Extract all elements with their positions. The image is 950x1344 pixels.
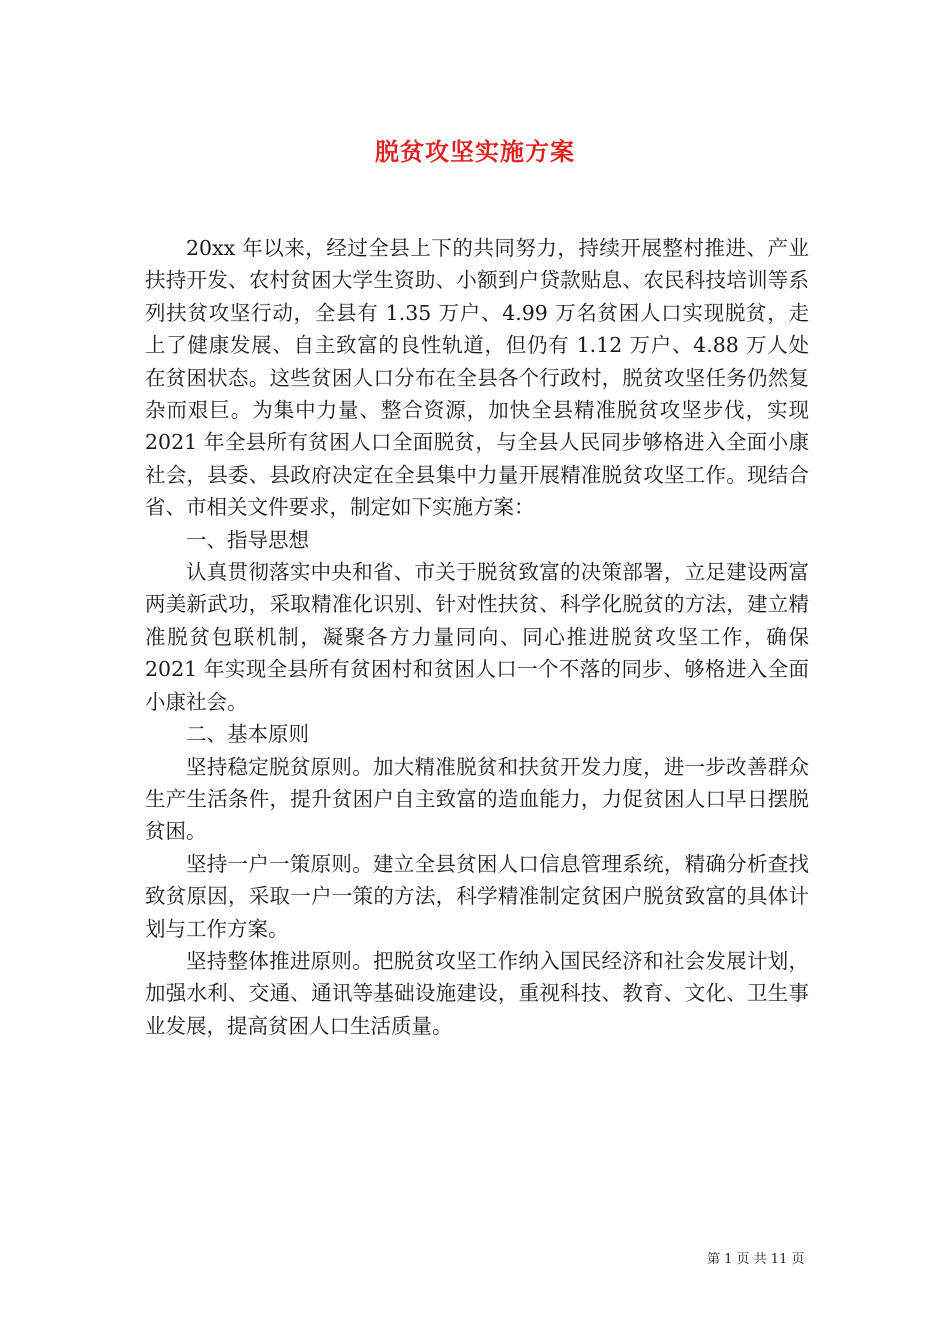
paragraph-principle-stable: 坚持稳定脱贫原则。加大精准脱贫和扶贫开发力度，进一步改善群众生产生活条件，提升贫困户自主致富的造血能力，力促贫困人口早日摆脱贫困。 xyxy=(145,754,809,844)
document-title: 脱贫攻坚实施方案 xyxy=(375,137,575,166)
page-footer: 第 1 页 共 11 页 xyxy=(707,1252,805,1267)
paragraph-principle-one-household: 坚持一户一策原则。建立全县贫困人口信息管理系统，精确分析查找致贫原因，采取一户一策的方法，科学精准制定贫困户脱贫致富的具体计划与工作方案。 xyxy=(145,851,809,941)
section-heading-guiding-ideology: 一、指导思想 xyxy=(186,527,309,552)
paragraph-principle-overall: 坚持整体推进原则。把脱贫攻坚工作纳入国民经济和社会发展计划，加强水利、交通、通讯等基础设施建设，重视科技、教育、文化、卫生事业发展，提高贫困人口生活质量。 xyxy=(145,948,809,1038)
document-body xyxy=(145,232,809,1042)
paragraph-intro: 20xx 年以来，经过全县上下的共同努力，持续开展整村推进、产业扶持开发、农村贫困大学生资助、小额到户贷款贴息、农民科技培训等系列扶贫攻坚行动，全县有 1.35 万户、4.99 万名贫困人口实现脱贫，走上了健康发展、自主致富的良性轨道，但仍有 1.12 万户、4.88 万人处在贫困状态。这些贫困人口分布在全县各个行政村，脱贫攻坚任务仍然复杂而艰巨。为集中力量、整合资源，加快全县精准脱贫攻坚步伐，实现 2021 年全县所有贫困人口全面脱贫，与全县人民同步够格进入全面小康社会，县委、县政府决定在全县集中力量开展精准脱贫攻坚工作。现结合省、市相关文件要求，制定如下实施方案： xyxy=(145,236,809,520)
paragraph-guiding-ideology: 认真贯彻落实中央和省、市关于脱贫致富的决策部署，立足建设两富两美新武功，采取精准化识别、针对性扶贫、科学化脱贫的方法，建立精准脱贫包联机制，凝聚各方力量同向、同心推进脱贫攻坚工作，确保 2021 年实现全县所有贫困村和贫困人口一个不落的同步、够格进入全面小康社会。 xyxy=(145,560,809,714)
section-heading-basic-principles: 二、基本原则 xyxy=(186,722,309,747)
